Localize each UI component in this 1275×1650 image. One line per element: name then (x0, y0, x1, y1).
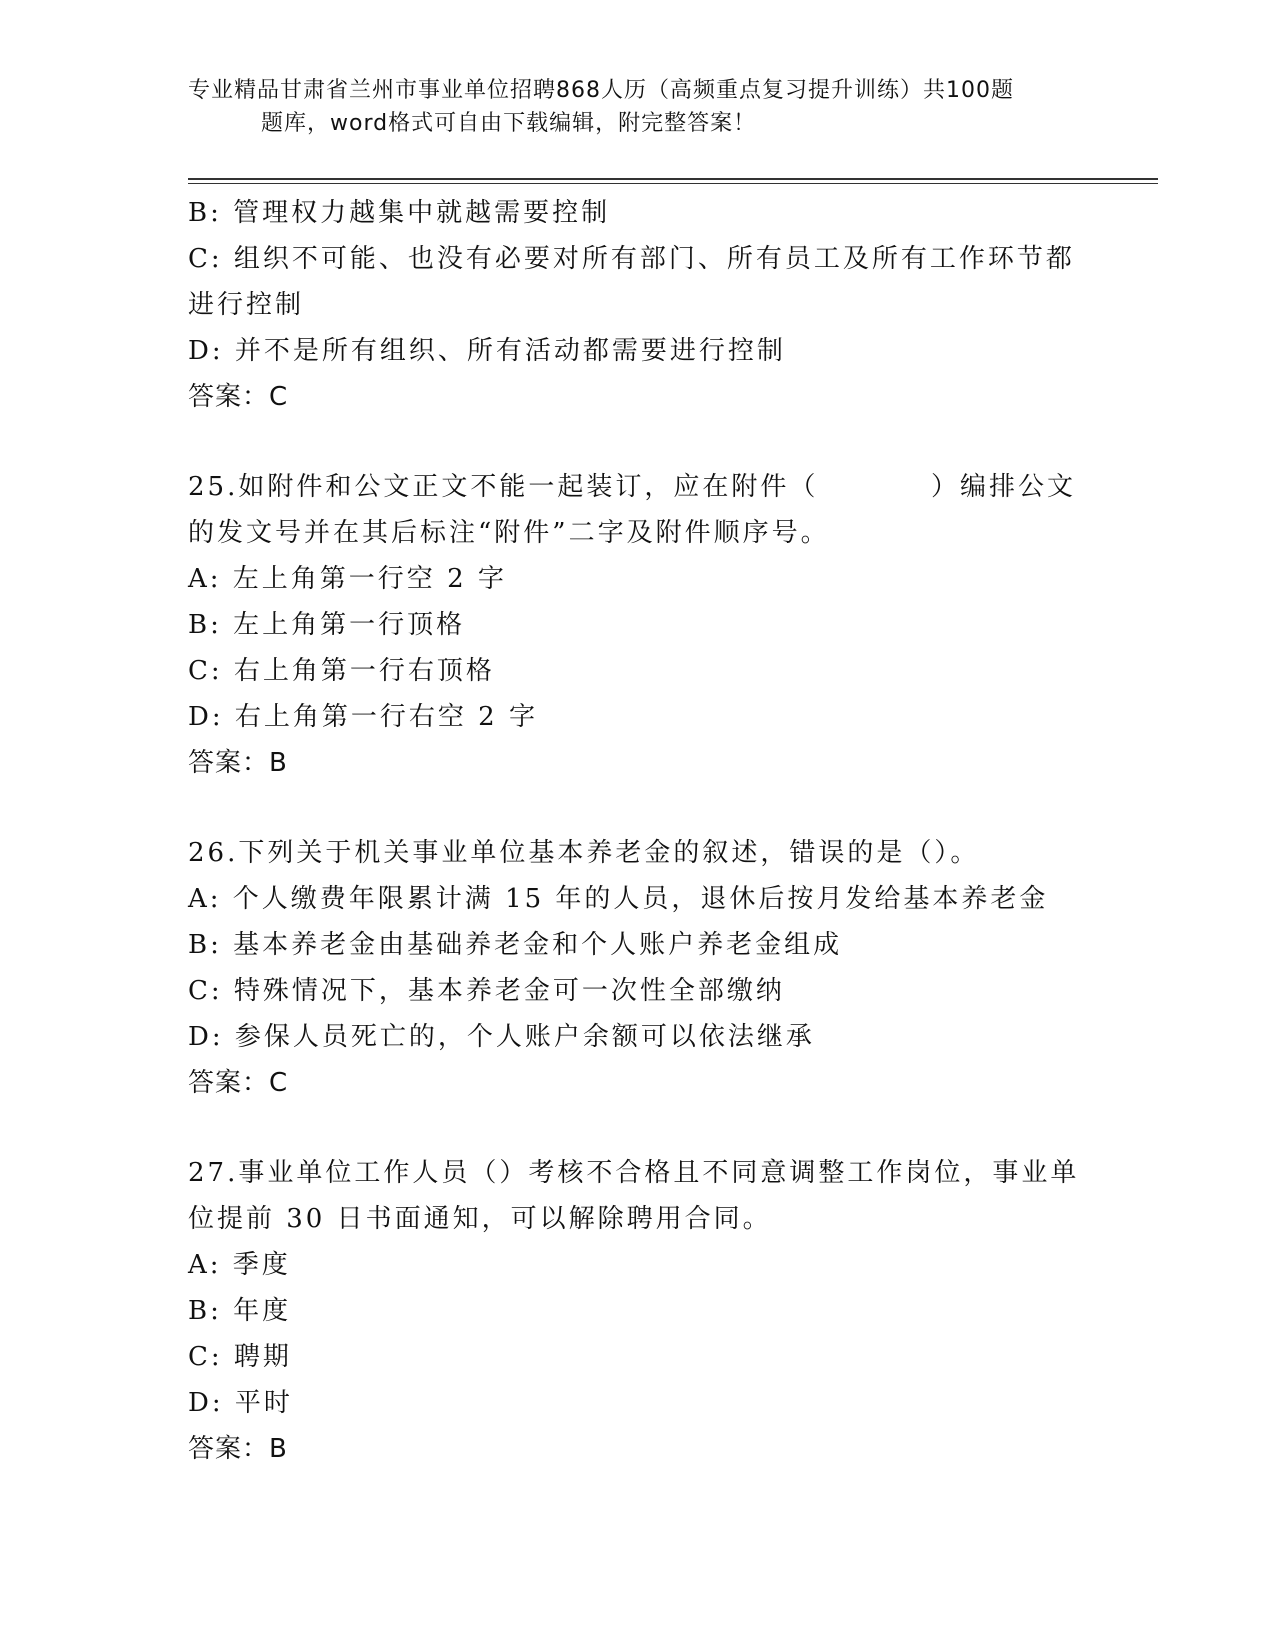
question-25 (188, 464, 1078, 786)
option-c: C: 特殊情况下，基本养老金可一次性全部缴纳 (188, 976, 785, 1006)
question-26 (188, 830, 1078, 1106)
question-24-tail (188, 190, 1078, 420)
header-rule-thick (188, 178, 1158, 180)
document-header (188, 74, 1098, 140)
option-c: C: 聘期 (188, 1342, 292, 1372)
option-d: D: 平时 (188, 1388, 293, 1418)
option-a: A: 个人缴费年限累计满 15 年的人员，退休后按月发给基本养老金 (188, 884, 1049, 914)
option-b: B: 基本养老金由基础养老金和个人账户养老金组成 (188, 930, 843, 960)
question-list (188, 190, 1078, 1516)
header-line-1: 专业精品甘肃省兰州市事业单位招聘868人历（高频重点复习提升训练）共100题 (188, 78, 1014, 103)
option-d: D: 参保人员死亡的，个人账户余额可以依法继承 (188, 1022, 815, 1052)
answer: 答案：B (188, 748, 288, 778)
option-c: C: 右上角第一行右顶格 (188, 656, 495, 686)
option-b: B: 年度 (188, 1296, 292, 1326)
answer: 答案：C (188, 382, 289, 412)
question-stem-line-1: 27.事业单位工作人员（）考核不合格且不同意调整工作岗位，事业单 (188, 1158, 1080, 1188)
header-rule-thin (188, 183, 1158, 184)
option-d: D: 右上角第一行右空 2 字 (188, 702, 538, 732)
option-c-line-2: 进行控制 (188, 290, 305, 320)
answer: 答案：C (188, 1068, 289, 1098)
question-27 (188, 1150, 1078, 1472)
option-b: B: 左上角第一行顶格 (188, 610, 466, 640)
option-d: D: 并不是所有组织、所有活动都需要进行控制 (188, 336, 786, 366)
question-stem-line-1: 25.如附件和公文正文不能一起装订，应在附件（ ）编排公文 (188, 472, 1076, 502)
option-a: A: 左上角第一行空 2 字 (188, 564, 507, 594)
header-line-2: 题库，word格式可自由下载编辑，附完整答案！ (261, 111, 757, 136)
option-b: B: 管理权力越集中就越需要控制 (188, 198, 611, 228)
option-a: A: 季度 (188, 1250, 291, 1280)
answer: 答案：B (188, 1434, 288, 1464)
question-stem-line-2: 的发文号并在其后标注“附件”二字及附件顺序号。 (188, 518, 830, 548)
question-stem-line-1: 26.下列关于机关事业单位基本养老金的叙述，错误的是（）。 (188, 838, 980, 868)
option-c-line-1: C: 组织不可能、也没有必要对所有部门、所有员工及所有工作环节都 (188, 244, 1075, 274)
question-stem-line-2: 位提前 30 日书面通知，可以解除聘用合同。 (188, 1204, 772, 1234)
